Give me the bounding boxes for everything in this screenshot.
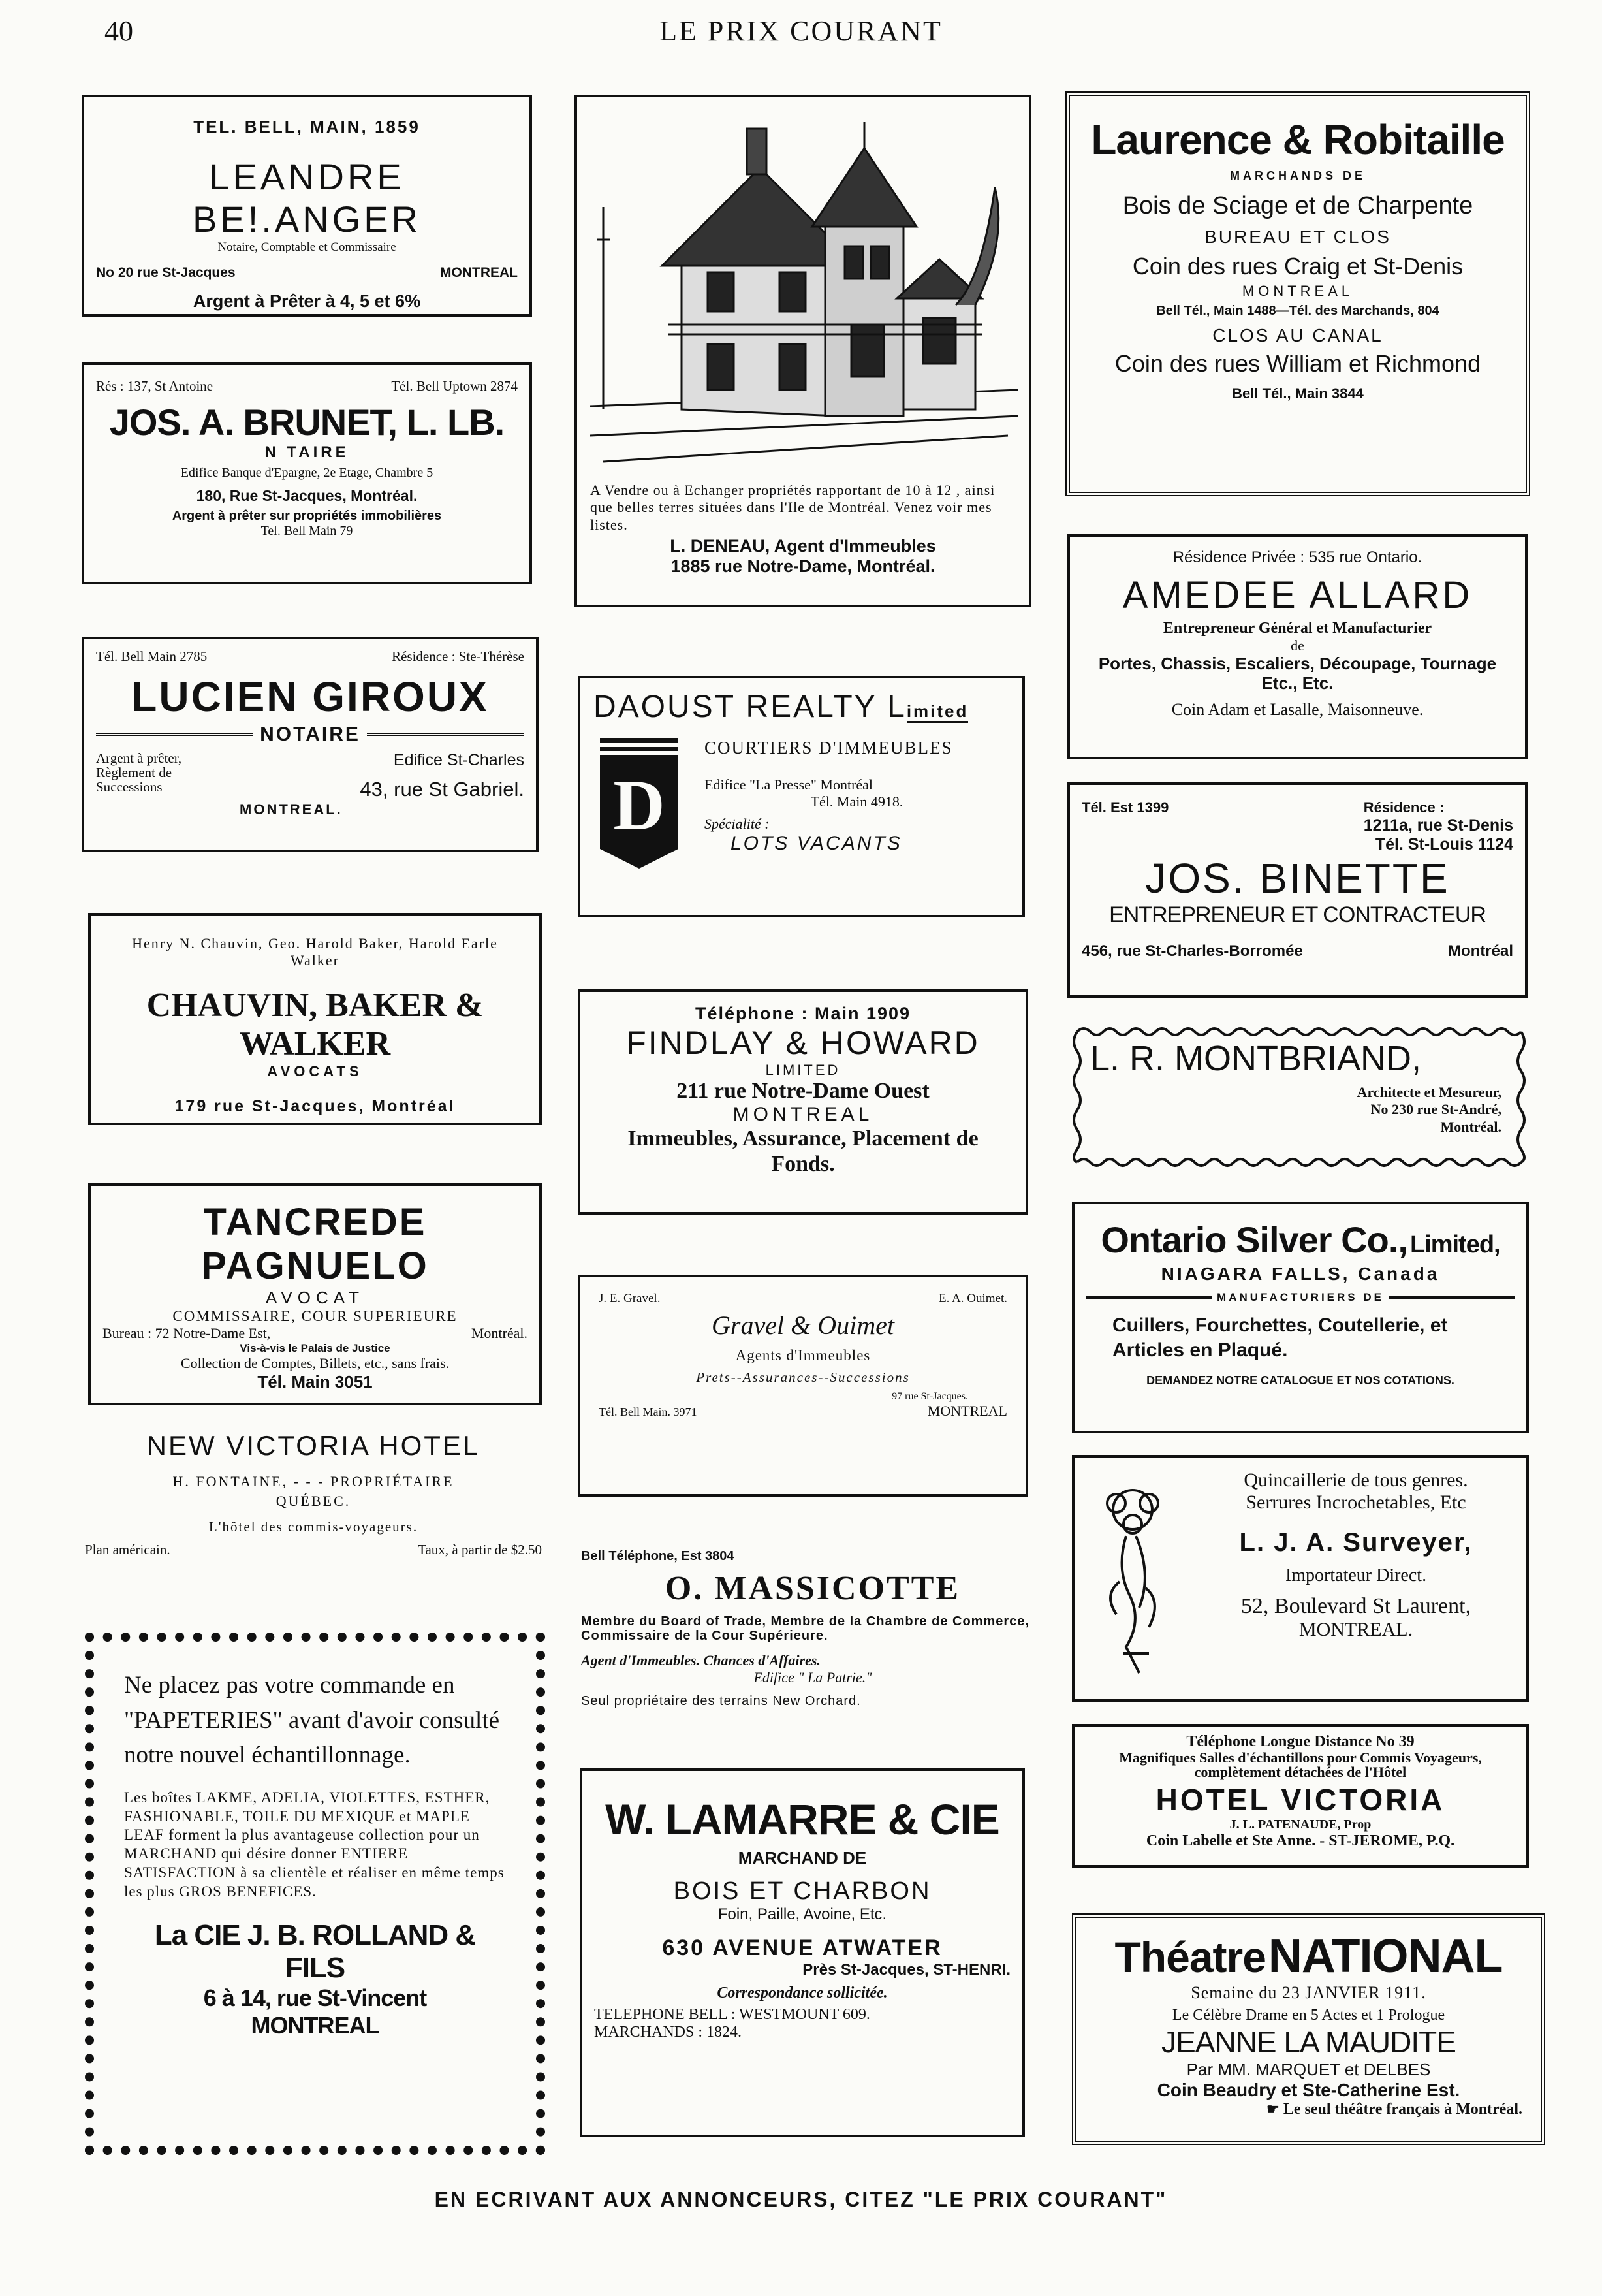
chauvin-title: AVOCATS: [267, 1063, 363, 1079]
surveyer-city: MONTREAL.: [1298, 1619, 1413, 1640]
lamarre-goods2: Foin, Paille, Avoine, Etc.: [717, 1905, 887, 1923]
house-illustration: [590, 109, 1018, 475]
deneau-addr: 1885 rue Notre-Dame, Montréal.: [670, 556, 935, 577]
ad-laurence: [1065, 91, 1530, 496]
findlay-addr: 211 rue Notre-Dame Ouest: [676, 1079, 930, 1103]
theatre-slogan: Le seul théâtre français à Montréal.: [1283, 2101, 1522, 2118]
ad-gravel: [578, 1275, 1028, 1497]
rolland-addr: 6 à 14, rue St-Vincent: [203, 1985, 427, 2012]
theatre-addr: Coin Beaudry et Ste-Catherine Est.: [1157, 2080, 1460, 2100]
belanger-tel: TEL. BELL, MAIN, 1859: [193, 117, 420, 136]
allard-goods: Portes, Chassis, Escaliers, Découpage, Tournage Etc., Etc.: [1098, 654, 1497, 693]
brunet-res: Rés : 137, St Antoine: [96, 378, 213, 394]
pagnuelo-coll: Collection de Comptes, Billets, etc., sans frais.: [180, 1355, 450, 1371]
ad-brunet: [82, 362, 532, 584]
pagnuelo-name: TANCREDE PAGNUELO: [201, 1201, 429, 1287]
ad-hotel-victoria: [1072, 1724, 1529, 1868]
ad-allard: [1067, 534, 1528, 759]
rolland-p1: Ne placez pas votre commande en "PAPETERIES" avant d'avoir consulté notre nouvel échantillonnage.: [124, 1672, 500, 1769]
ad-belanger: [82, 95, 532, 317]
giroux-bldg: Edifice St-Charles: [393, 751, 524, 769]
surveyer-sub: Importateur Direct.: [1285, 1565, 1427, 1586]
giroux-rule-right: [367, 733, 524, 736]
ad-theatre: [1072, 1913, 1545, 2145]
laurence-corner: Coin des rues Craig et St-Denis: [1132, 253, 1464, 279]
pagnuelo-vis: Vis-à-vis le Palais de Justice: [240, 1342, 390, 1354]
theatre-name1: Théatre: [1114, 1933, 1266, 1981]
montbriand-sub: Architecte et Mesureur,: [1357, 1084, 1501, 1100]
giroux-addr: 43, rue St Gabriel.: [360, 778, 524, 801]
findlay-name: FINDLAY & HOWARD: [626, 1025, 980, 1061]
findlay-line: Immeubles, Assurance, Placement de Fonds.: [627, 1126, 979, 1177]
belanger-name: LEANDRE BE!.ANGER: [193, 156, 421, 240]
ad-rolland: [85, 1633, 545, 2155]
gravel-tel: Tél. Bell Main. 3971: [599, 1405, 697, 1418]
ad-massicotte: [581, 1549, 1044, 1709]
hotel-p2: Magnifiques Salles d'échantillons pour Commis Voyageurs, complètement détachées de l'Hôtel: [1119, 1749, 1482, 1780]
daoust-name: DAOUST REALTY L: [593, 690, 907, 724]
victoria-city: QUÉBEC.: [275, 1493, 351, 1509]
giroux-left3: Successions: [96, 779, 163, 795]
ad-ontario: [1072, 1202, 1529, 1433]
findlay-city: MONTREAL: [732, 1104, 873, 1125]
deneau-text: A Vendre ou à Echanger propriétés rapportant de 10 à 12 , ainsi que belles terres situées dans l'Ile de Montréal. Venez voir mes listes.: [590, 482, 996, 533]
giroux-name: LUCIEN GIROUX: [131, 673, 489, 720]
findlay-limited: LIMITED: [765, 1062, 841, 1078]
gravel-addr: 97 rue St-Jacques.: [892, 1391, 968, 1402]
daoust-logo: [593, 738, 685, 869]
theatre-slogan-row: [1088, 2101, 1529, 2118]
hotel-name: HOTEL VICTORIA: [1155, 1783, 1445, 1817]
laurence-name: Laurence & Robitaille: [1091, 116, 1505, 163]
allard-name: AMEDEE ALLARD: [1122, 574, 1473, 616]
brunet-line: Argent à prêter sur propriétés immobilières: [172, 509, 442, 523]
brunet-bldg: Edifice Banque d'Epargne, 2e Etage, Chambre 5: [180, 466, 433, 480]
rolland-name: La CIE J. B. ROLLAND & FILS: [154, 1919, 476, 1985]
massicotte-p4: Seul propriétaire des terrains New Orchard.: [581, 1694, 861, 1708]
binette-city: Montréal: [1447, 942, 1513, 960]
laurence-clos: CLOS AU CANAL: [1212, 325, 1383, 345]
ad-daoust: [578, 676, 1025, 917]
ad-surveyer: [1072, 1455, 1529, 1702]
ontario-city: NIAGARA FALLS, Canada: [1161, 1264, 1440, 1284]
ad-chauvin: [88, 913, 542, 1125]
daoust-tel: Tél. Main 4918.: [810, 793, 903, 810]
lamarre-tel: TELEPHONE BELL : WESTMOUNT 609.: [594, 2006, 870, 2023]
lamarre-name: W. LAMARRE & CIE: [605, 1795, 999, 1843]
ad-new-victoria: [85, 1430, 542, 1558]
lamarre-sub: MARCHAND DE: [738, 1848, 867, 1868]
binette-res: Résidence :: [1363, 799, 1445, 816]
gravel-left: J. E. Gravel.: [599, 1292, 661, 1305]
ontario-sub: MANUFACTURIERS DE: [1217, 1291, 1384, 1303]
ad-binette: [1067, 782, 1528, 998]
giroux-left2: Règlement de: [96, 765, 172, 781]
ad-pagnuelo: [88, 1183, 542, 1405]
daoust-logo-letter: D: [613, 765, 665, 845]
montbriand-addr: No 230 rue St-André,: [1370, 1101, 1501, 1118]
chauvin-partners: Henry N. Chauvin, Geo. Harold Baker, Harold Earle Walker: [132, 935, 498, 968]
daoust-bldg: Edifice "La Presse" Montréal: [704, 776, 873, 793]
giroux-city: MONTREAL.: [240, 801, 343, 818]
surveyer-p1: Quincaillerie de tous genres.: [1244, 1469, 1468, 1491]
allard-addr: Coin Adam et Lasalle, Maisonneuve.: [1171, 699, 1424, 719]
binette-name: JOS. BINETTE: [1145, 855, 1450, 902]
chauvin-name: CHAUVIN, BAKER & WALKER: [146, 987, 484, 1062]
rolland-city: MONTREAL: [251, 2012, 379, 2039]
ad-lamarre: [580, 1768, 1025, 2137]
ad-deneau: [574, 95, 1031, 607]
theatre-authors: Par MM. MARQUET et DELBES: [1186, 2060, 1431, 2079]
binette-sub: ENTREPRENEUR ET CONTRACTEUR: [1109, 902, 1486, 927]
brunet-tel: Tél. Bell Uptown 2874: [391, 378, 518, 394]
hotel-p1: Téléphone Longue Distance No 39: [1186, 1733, 1415, 1750]
massicotte-name: O. MASSICOTTE: [665, 1570, 961, 1607]
pagnuelo-city: Montréal.: [471, 1325, 527, 1341]
theatre-week: Semaine du 23 JANVIER 1911.: [1191, 1983, 1426, 2002]
laurence-city: MONTREAL: [1242, 283, 1354, 299]
surveyer-p2: Serrures Incrochetables, Etc: [1246, 1491, 1466, 1513]
page-footer: EN ECRIVANT AUX ANNONCEURS, CITEZ "LE PRIX COURANT": [434, 2188, 1168, 2211]
page-number: 40: [104, 15, 133, 47]
pointing-hand-icon: ☛: [1266, 2101, 1280, 2117]
lamarre-corr: Correspondance sollicitée.: [717, 1985, 888, 2001]
victoria-rate: Taux, à partir de $2.50: [418, 1542, 542, 1557]
gravel-city: MONTREAL: [927, 1403, 1007, 1419]
ontario-rule-right: [1389, 1296, 1515, 1299]
pagnuelo-bureau: Bureau : 72 Notre-Dame Est,: [102, 1325, 271, 1341]
rolland-p2: Les boîtes LAKME, ADELIA, VIOLETTES, ESTHER, FASHIONABLE, TOILE DU MEXIQUE et MAPLE LEAF forment la plus avantageuse collection pour un MARCHAND qui désire donner ENTIERE SATISFACTION à sa clientèle et réaliser en même temps les plus GROS BENEFICES.: [124, 1789, 505, 1900]
ad-findlay: [578, 989, 1028, 1215]
chauvin-addr: 179 rue St-Jacques, Montréal: [174, 1097, 456, 1115]
montbriand-city: Montréal.: [1440, 1118, 1501, 1135]
ontario-rule-left: [1086, 1296, 1212, 1299]
giroux-left1: Argent à prêter,: [96, 750, 182, 766]
belanger-addr: No 20 rue St-Jacques: [96, 265, 236, 280]
giroux-rule-left: [96, 733, 253, 736]
brunet-addr: 180, Rue St-Jacques, Montréal.: [196, 487, 418, 504]
massicotte-p2: Agent d'Immeubles. Chances d'Affaires.: [581, 1652, 821, 1668]
deneau-name: L. DENEAU, Agent d'Immeubles: [670, 536, 936, 556]
binette-res-addr: 1211a, rue St-Denis: [1363, 816, 1513, 835]
pagnuelo-tel: Tél. Main 3051: [257, 1372, 373, 1392]
pagnuelo-sub: COMMISSAIRE, COUR SUPERIEURE: [172, 1308, 458, 1324]
lamarre-near: Près St-Jacques, ST-HENRI.: [802, 1961, 1011, 1979]
lamarre-goods: BOIS ET CHARBON: [673, 1877, 932, 1905]
gravel-line: Prets--Assurances--Successions: [696, 1369, 910, 1385]
pagnuelo-title: AVOCAT: [265, 1288, 365, 1307]
victoria-plan: Plan américain.: [85, 1542, 170, 1557]
ad-montbriand: [1071, 1025, 1528, 1169]
theatre-name2: NATIONAL: [1268, 1930, 1503, 1983]
laurence-corner2: Coin des rues William et Richmond: [1114, 350, 1481, 377]
massicotte-p3: Edifice " La Patrie.": [753, 1669, 872, 1685]
gravel-sub: Agents d'Immeubles: [735, 1347, 871, 1363]
laurence-goods: Bois de Sciage et de Charpente: [1122, 192, 1473, 219]
giroux-res: Résidence : Ste-Thérèse: [392, 648, 524, 664]
surveyer-addr: 52, Boulevard St Laurent,: [1240, 1594, 1471, 1618]
ontario-name: Ontario Silver Co.,: [1101, 1219, 1407, 1260]
belanger-line: Argent à Prêter à 4, 5 et 6%: [193, 291, 421, 311]
allard-res: Résidence Privée : 535 rue Ontario.: [1172, 549, 1422, 566]
giroux-tel: Tél. Bell Main 2785: [96, 648, 208, 664]
hotel-prop: J. L. PATENAUDE, Prop: [1229, 1817, 1372, 1832]
theatre-play: JEANNE LA MAUDITE: [1161, 2025, 1456, 2059]
ad-giroux: [82, 637, 539, 852]
massicotte-p1: Membre du Board of Trade, Membre de la Chambre de Commerce, Commissaire de la Cour Supérieure.: [581, 1614, 1029, 1643]
gravel-name: Gravel & Ouimet: [712, 1311, 894, 1340]
laurence-bur: BUREAU ET CLOS: [1204, 227, 1391, 247]
victoria-name: NEW VICTORIA HOTEL: [146, 1430, 480, 1461]
allard-de: de: [1291, 637, 1304, 654]
lamarre-march: MARCHANDS : 1824.: [594, 2024, 742, 2041]
montbriand-name: L. R. MONTBRIAND,: [1090, 1039, 1422, 1078]
brunet-tel2: Tel. Bell Main 79: [260, 524, 353, 538]
hotel-addr: Coin Labelle et Ste Anne. - ST-JEROME, P.Q.: [1146, 1832, 1455, 1849]
key-statuette-icon: [1090, 1484, 1175, 1680]
daoust-spec: Spécialité :: [704, 816, 770, 832]
binette-res-tel: Tél. St-Louis 1124: [1375, 835, 1513, 853]
findlay-tel: Téléphone : Main 1909: [695, 1004, 911, 1023]
belanger-city: MONTREAL: [440, 265, 518, 280]
daoust-limited: imited: [907, 701, 969, 723]
brunet-title: N TAIRE: [264, 443, 349, 461]
daoust-lots: LOTS VACANTS: [730, 833, 902, 854]
ontario-limited: Limited,: [1409, 1231, 1500, 1258]
page-title: LE PRIX COURANT: [659, 15, 943, 47]
daoust-name-row: [593, 689, 1009, 725]
laurence-tel: Bell Tél., Main 1488—Tél. des Marchands, 804: [1156, 304, 1439, 318]
massicotte-tel: Bell Téléphone, Est 3804: [581, 1549, 734, 1563]
laurence-tel2: Bell Tél., Main 3844: [1232, 385, 1364, 402]
giroux-title: NOTAIRE: [260, 724, 360, 745]
laurence-sub: MARCHANDS DE: [1230, 169, 1366, 182]
gravel-right: E. A. Ouimet.: [938, 1292, 1007, 1305]
lamarre-addr: 630 AVENUE ATWATER: [662, 1936, 943, 1960]
ontario-goods: Cuillers, Fourchettes, Coutellerie, et Articles en Plaqué.: [1112, 1315, 1448, 1361]
daoust-sub: COURTIERS D'IMMEUBLES: [704, 738, 953, 757]
victoria-line: L'hôtel des commis-voyageurs.: [208, 1519, 418, 1535]
surveyer-name: L. J. A. Surveyer,: [1239, 1528, 1473, 1557]
binette-tel: Tél. Est 1399: [1082, 799, 1169, 816]
brunet-name: JOS. A. BRUNET, L. LB.: [109, 402, 505, 443]
theatre-drame: Le Célèbre Drame en 5 Actes et 1 Prologue: [1172, 2007, 1445, 2024]
ontario-line: DEMANDEZ NOTRE CATALOGUE ET NOS COTATIONS.: [1146, 1374, 1454, 1387]
binette-addr: 456, rue St-Charles-Borromée: [1082, 942, 1303, 960]
belanger-sub: Notaire, Comptable et Commissaire: [217, 240, 396, 254]
allard-sub: Entrepreneur Général et Manufacturier: [1163, 620, 1432, 637]
victoria-owner: H. FONTAINE, - - - PROPRIÉTAIRE: [172, 1473, 454, 1490]
